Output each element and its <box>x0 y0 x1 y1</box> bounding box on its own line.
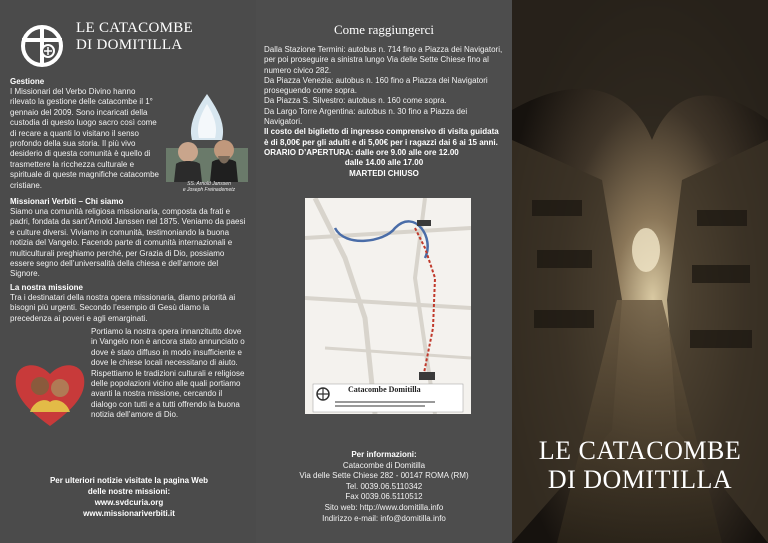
web-line-1: Per ulteriori notizie visitate la pagina Web <box>49 476 209 485</box>
directions-line-3: Da Piazza S. Silvestro: autobus n. 160 come sopra. <box>264 96 447 106</box>
email-link[interactable]: info@domitilla.info <box>380 513 446 523</box>
heart-children-image <box>10 352 90 432</box>
cover-title <box>512 436 768 494</box>
verbiti-section <box>10 197 248 280</box>
left-panel <box>0 0 256 543</box>
portiamo-section <box>91 327 248 421</box>
map-label: Catacombe Domitilla <box>348 385 421 394</box>
verbiti-title: Missionari Verbiti – Chi siamo <box>10 197 124 206</box>
closed-day: MARTEDI CHIUSO <box>349 168 419 178</box>
website-label: Sito web: <box>324 502 358 512</box>
brand-line-2: DI DOMITILLA <box>76 37 183 53</box>
cover-panel <box>512 0 768 543</box>
brand-title <box>76 20 193 54</box>
info-fax: Fax 0039.06.5110512 <box>345 492 423 502</box>
missione-section <box>10 283 248 324</box>
directions-section <box>264 45 504 179</box>
directions-line-1: Dalla Stazione Termini: autobus n. 714 fino a Piazza dei Navigatori, per poi proseguire a sinistra lungo Via delle Sette Chiese fino al numero civico 282. <box>264 45 503 75</box>
info-website-row <box>264 503 504 514</box>
website-link[interactable]: http://www.domitilla.info <box>359 502 444 512</box>
portiamo-text: Portiamo la nostra opera innanzitutto dove in Vangelo non è ancora stato annunciato o dove è stato diffuso in modo insufficiente e dove le chiese locali necessitano di aiuto. Rispettiamo le tradizioni culturali e religiose delle popolazioni vicino alle quali portiamo avanti la nostra missione, cercando il dialogo con tutti e a tutti offrendo la buona notizia dell’amore di Dio. <box>91 327 245 420</box>
verbiti-text: Siamo una comunità religiosa missionaria, composta da frati e padri, fondata da sant’Arnold Janssen nel 1875. Veniamo da paesi e culture diversi. Viviamo in comunità, testimoniando la buona notizia del Vangelo. Facendo parte di comunità internazionali e multiculturali preghiamo perché, per Grazia di Dio, possiamo essere segno dell’universalità della chiesa e dell’amore del Signore. <box>10 207 246 279</box>
gestione-section <box>10 77 162 191</box>
ticket-cost: Il costo del biglietto di ingresso comprensivo di visita guidata è di 8,00€ per gli adulti e di 5,00€ per i ragazzi dai 6 ai 15 anni. <box>264 127 499 147</box>
middle-panel <box>256 0 512 543</box>
info-title: Per informazioni: <box>351 450 417 459</box>
brand-line-1: LE CATACOMBE <box>76 20 193 36</box>
caption-line-2: e Joseph Freinademetz <box>182 187 236 193</box>
info-email-row <box>264 514 504 525</box>
svd-logo-icon <box>20 24 64 68</box>
info-section <box>264 450 504 524</box>
web-line-2: delle nostre missioni: <box>87 487 171 496</box>
svdcuria-link[interactable]: www.svdcuria.org <box>94 498 164 507</box>
cover-title-line-1: LE CATACOMBE <box>538 436 742 465</box>
portrait-caption <box>168 181 250 193</box>
opening-hours-2: dalle 14.00 alle 17.00 <box>344 158 424 168</box>
missione-title: La nostra missione <box>10 283 83 292</box>
web-links-section <box>10 475 248 519</box>
missione-text: Tra i destinatari della nostra opera missionaria, diamo priorità ai bisogni più urgenti. Secondo l’esempio di Gesù diamo la precedenza ai poveri e agli emarginati. <box>10 293 236 323</box>
email-label: Indirizzo e-mail: <box>322 513 379 523</box>
missionariverbiti-link[interactable]: www.missionariverbiti.it <box>83 509 175 518</box>
directions-title: Come raggiungerci <box>334 22 434 37</box>
cover-title-line-2: DI DOMITILLA <box>547 465 733 494</box>
gestione-text: I Missionari del Verbo Divino hanno rilevato la gestione delle catacombe il 1° gennaio del 2009. Sono incaricati della custodia di questo luogo sacro così come di recare a quanti lo visitano il senso profondo della sua storia. Il più vivo desiderio di questa comunità è quello di trasmettere la ricchezza culturale e spirituale di queste magnifiche catacombe cristiane. <box>10 87 159 190</box>
saints-portrait-image <box>166 90 248 182</box>
info-address: Via delle Sette Chiese 282 - 00147 ROMA (RM) <box>299 471 469 481</box>
caption-line-1: SS. Arnold Janssen <box>187 181 231 187</box>
location-map-image <box>305 198 471 414</box>
gestione-title: Gestione <box>10 77 45 86</box>
opening-hours-1: ORARIO D’APERTURA: dalle ore 9.00 alle ore 12.00 <box>264 147 459 157</box>
directions-line-4: Da Largo Torre Argentina: autobus n. 30 fino a Piazza dei Navigatori. <box>264 106 468 127</box>
directions-line-2: Da Piazza Venezia: autobus n. 160 fino a Piazza dei Navigatori proseguendo come sopra. <box>264 75 488 96</box>
info-name: Catacombe di Domitilla <box>342 460 426 470</box>
info-phone: Tel. 0039.06.5110342 <box>345 481 423 491</box>
